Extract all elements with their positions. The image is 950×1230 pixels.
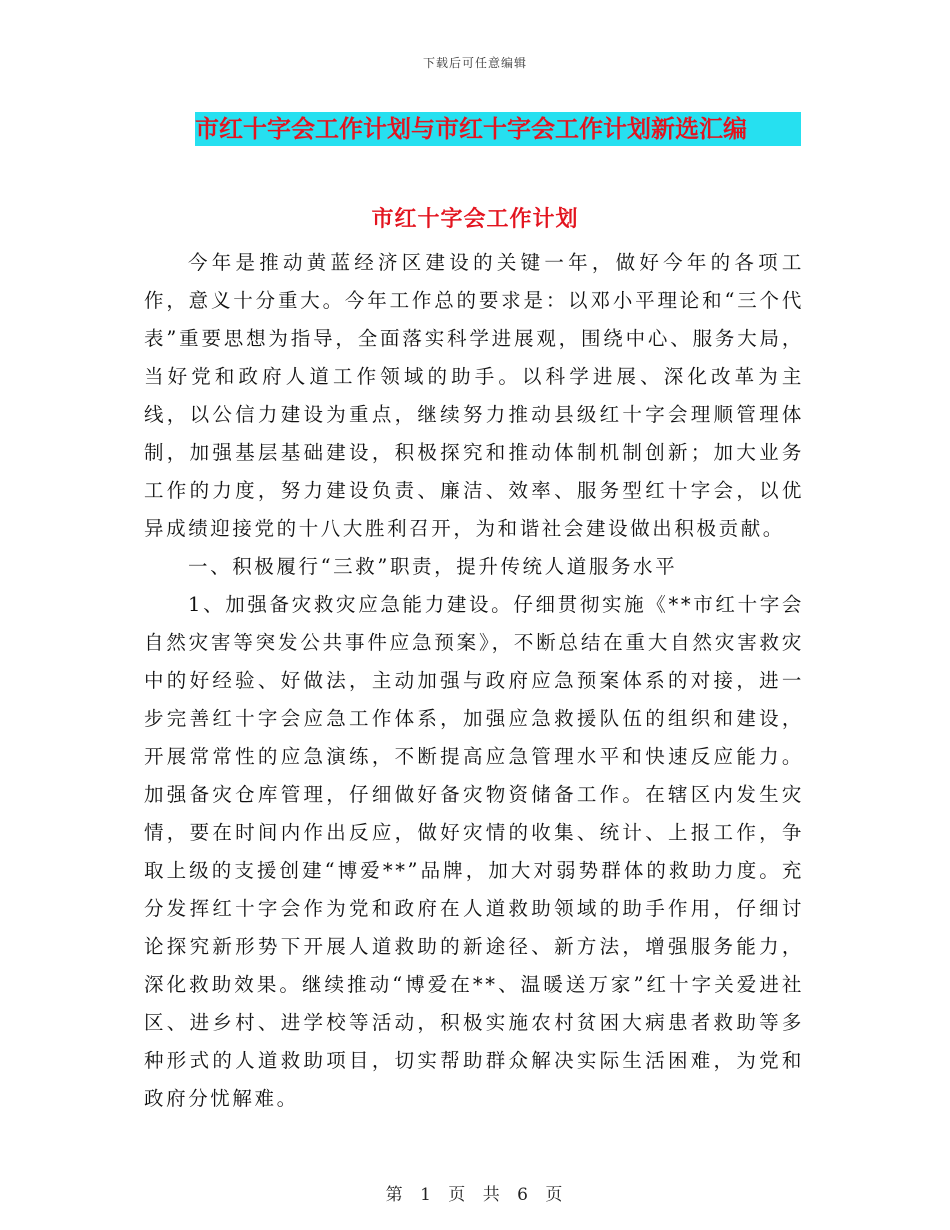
page-number: 第 1 页 共 6 页 (385, 1185, 565, 1205)
paragraph-heading-one: 一、积极履行“三救”职责，提升传统人道服务水平 (188, 555, 678, 578)
section-title: 市红十字会工作计划 (371, 206, 579, 232)
page-header-note: 下载后可任意编辑 (422, 56, 527, 70)
paragraph-item-one: 1、加强备灾救灾应急能力建设。仔细贯彻实施《**市红十字会自然灾害等突发公共事件应急预案》，不断总结在重大自然灾害救灾中的好经验、好做法，主动加强与政府应急预案体系的对接，进一步完善红十字会应急工作体系，加强应急救援队伍的组织和建设，开展常常性的应急演练，不断提高应急管理水平和快速反应能力。加强备灾仓库管理，仔细做好备灾物资储备工作。在辖区内发生灾情，要在时间内作出反应，做好灾情的收集、统计、上报工作，争取上级的支援创建“博爱**”品牌，加大对弱势群体的救助力度。充分发挥红十字会作为党和政府在人道救助领域的助手作用，仔细讨论探究新形势下开展人道救助的新途径、新方法，增强服务能力，深化救助效果。继续推动“博爱在**、温暖送万家”红十字关爱进社区、进乡村、进学校等活动，积极实施农村贫困大病患者救助等多种形式的人道救助项目，切实帮助群众解决实际生活困难，为党和政府分忧解难。 (144, 593, 804, 1110)
document-main-title: 市红十字会工作计划与市红十字会工作计划新选汇编 (195, 114, 747, 143)
paragraph-intro: 今年是推动黄蓝经济区建设的关键一年，做好今年的各项工作，意义十分重大。今年工作总的要求是：以邓小平理论和“三个代表”重要思想为指导，全面落实科学进展观，围绕中心、服务大局，当好党和政府人道工作领域的助手。以科学进展、深化改革为主线，以公信力建设为重点，继续努力推动县级红十字会理顺管理体制，加强基层基础建设，积极探究和推动体制机制创新；加大业务工作的力度，努力建设负责、廉洁、效率、服务型红十字会，以优异成绩迎接党的十八大胜利召开，为和谐社会建设做出积极贡献。 (144, 251, 804, 540)
document-body (144, 244, 804, 1118)
